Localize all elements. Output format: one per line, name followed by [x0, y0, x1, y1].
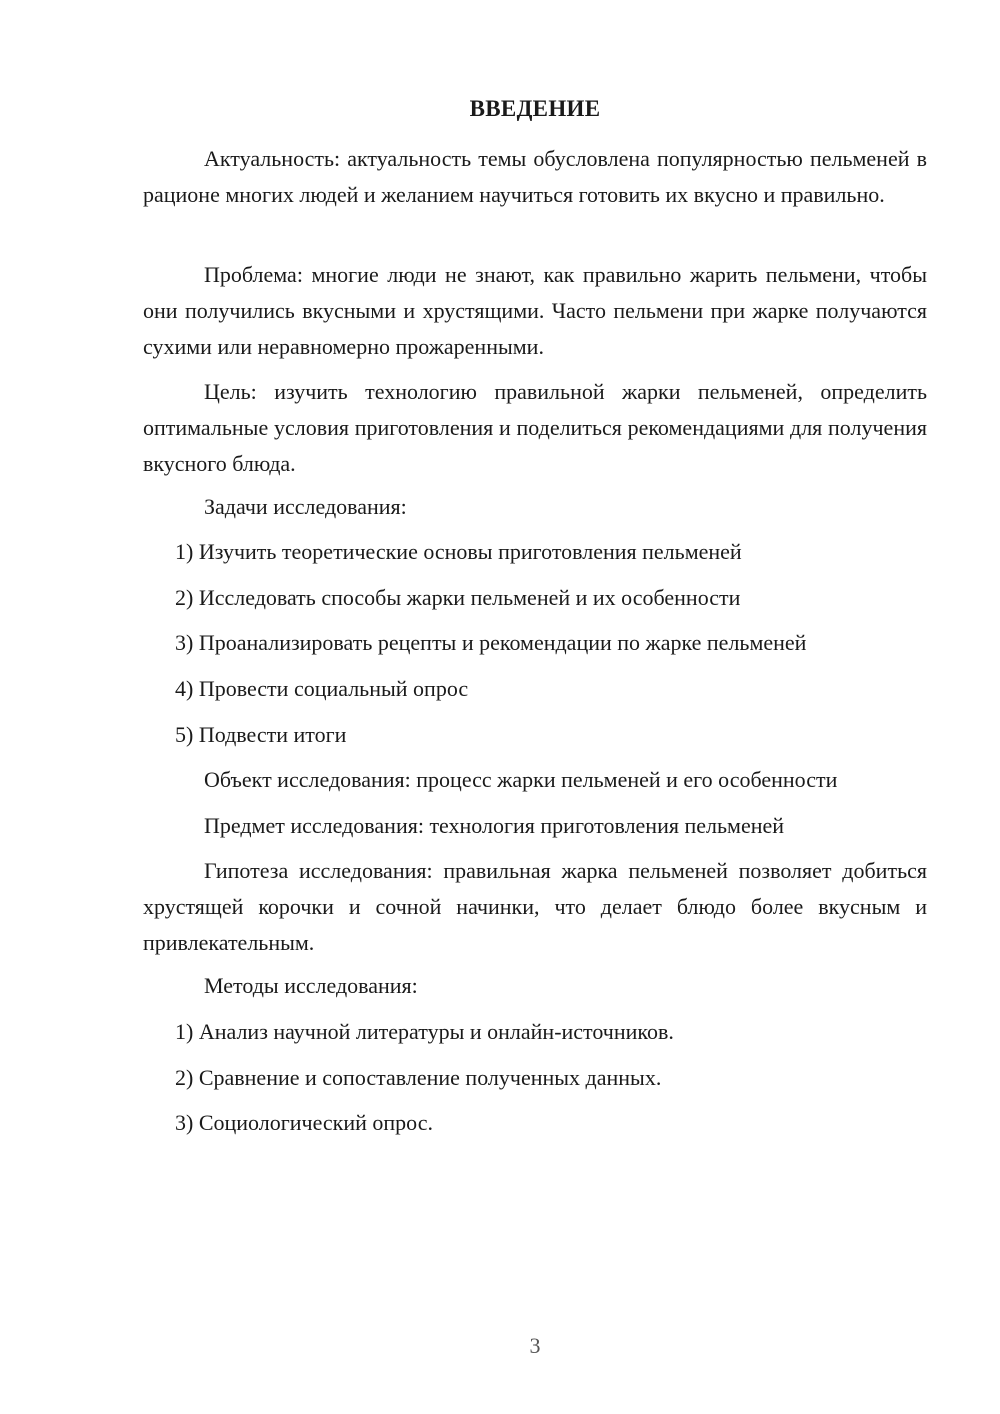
- task-item: 5) Подвести итоги: [175, 722, 347, 747]
- task-item: 4) Провести социальный опрос: [175, 676, 469, 701]
- task-item: 2) Исследовать способы жарки пельменей и их особенности: [175, 585, 741, 610]
- method-item: 1) Анализ научной литературы и онлайн-источников.: [175, 1019, 674, 1044]
- methods-heading: Методы исследования:: [204, 973, 418, 998]
- task-item: 1) Изучить теоретические основы приготовления пельменей: [175, 539, 742, 564]
- object-line: Объект исследования: процесс жарки пельменей и его особенности: [204, 767, 838, 792]
- goal-paragraph: Цель: изучить технологию правильной жарки пельменей, определить оптимальные условия приготовления и поделиться рекомендациями для получения вкусного блюда.: [143, 379, 927, 476]
- tasks-heading: Задачи исследования:: [204, 494, 407, 519]
- task-item: 3) Проанализировать рецепты и рекомендации по жарке пельменей: [175, 630, 807, 655]
- subject-line: Предмет исследования: технология приготовления пельменей: [204, 813, 785, 838]
- problem-paragraph: Проблема: многие люди не знают, как правильно жарить пельмени, чтобы они получились вкусными и хрустящими. Часто пельмени при жарке получаются сухими или неравномерно прожаренными.: [143, 262, 927, 359]
- hypothesis-paragraph: Гипотеза исследования: правильная жарка пельменей позволяет добиться хрустящей корочки и сочной начинки, что делает блюдо более вкусным и привлекательным.: [143, 858, 927, 955]
- method-item: 3) Социологический опрос.: [175, 1110, 433, 1135]
- section-title: ВВЕДЕНИЕ: [469, 96, 601, 121]
- page-number: 3: [529, 1333, 541, 1358]
- method-item: 2) Сравнение и сопоставление полученных данных.: [175, 1065, 662, 1090]
- relevance-paragraph: Актуальность: актуальность темы обусловлена популярностью пельменей в рационе многих людей и желанием научиться готовить их вкусно и правильно.: [143, 146, 927, 207]
